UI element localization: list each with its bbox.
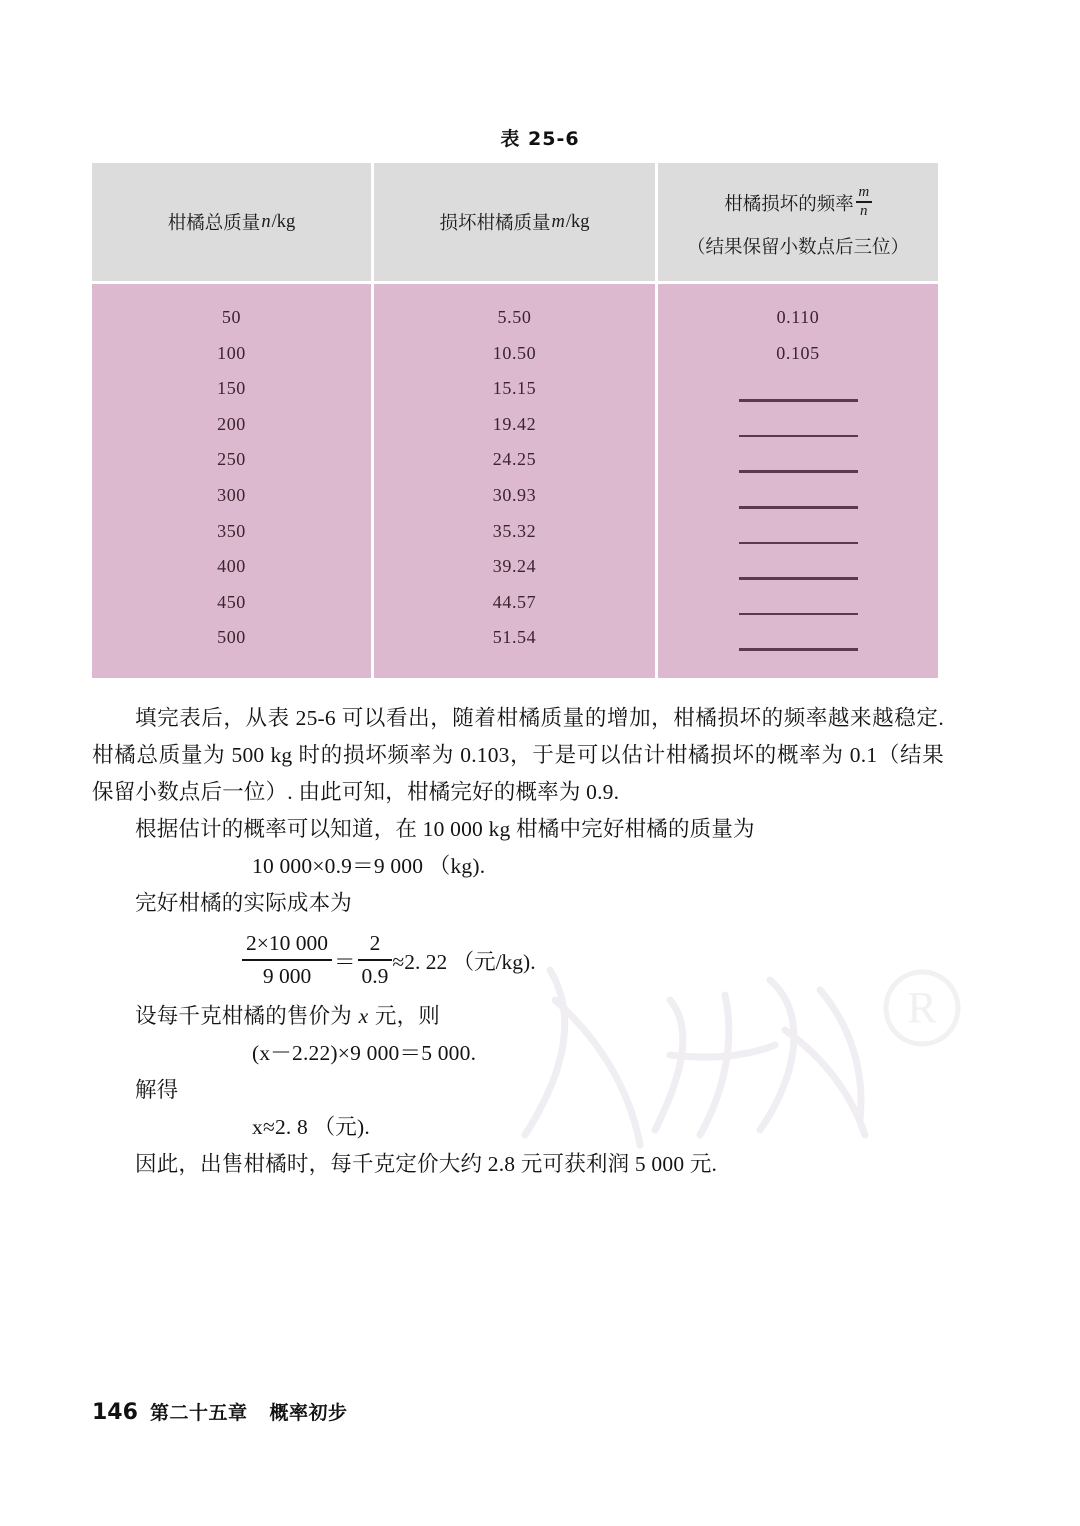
cell-n-5: 300 (217, 484, 246, 505)
fraction-denominator: n (860, 202, 868, 219)
blank-rule-icon (739, 506, 858, 509)
cell-m-6: 35.32 (492, 520, 537, 541)
cell-m-1: 10.50 (492, 342, 537, 363)
cell-freq-1: 0.105 (776, 342, 820, 363)
equation-1: 10 000×0.9＝9 000 （kg). (252, 854, 486, 878)
answer-blank-9[interactable] (658, 620, 938, 656)
cell-n-6: 350 (217, 520, 246, 541)
table-caption: 表 25-6 (500, 128, 580, 150)
paragraph-2: 根据估计的概率可以知道，在 10 000 kg 柑橘中完好柑橘的质量为 (135, 817, 755, 841)
table-header-row (92, 163, 938, 281)
answer-blank-2[interactable] (658, 371, 938, 407)
cell-m-5: 30.93 (492, 484, 537, 505)
table-header-total-mass (92, 163, 371, 281)
paragraph-4-post: 元，则 (369, 1004, 441, 1028)
fraction-m-over-n (856, 185, 872, 220)
eq2-result: ≈2. 22 （元/kg). (392, 949, 536, 974)
blank-rule-icon (739, 613, 858, 616)
cell-n-2: 150 (217, 378, 246, 399)
answer-blank-3[interactable] (658, 407, 938, 443)
fraction-simplified (358, 931, 393, 988)
blank-rule-icon (739, 648, 858, 651)
eq2-frac2-numerator: 2 (369, 931, 381, 956)
cell-m-7: 39.24 (492, 556, 537, 577)
cell-n-1: 100 (217, 342, 246, 363)
cell-m-4: 24.25 (492, 449, 537, 470)
blank-rule-icon (739, 470, 858, 473)
cell-n-3: 200 (217, 413, 246, 434)
equation-2 (92, 922, 944, 998)
cell-m-3: 19.42 (492, 413, 537, 434)
paragraph-4-variable: x (358, 1004, 369, 1028)
cell-m-8: 44.57 (492, 591, 537, 612)
page-footer (92, 1398, 347, 1425)
table-body-row (92, 284, 938, 678)
blank-rule-icon (739, 542, 858, 545)
blank-rule-icon (739, 399, 858, 402)
table-header-damaged-mass (374, 163, 655, 281)
header-col2-unit: /kg (565, 211, 590, 232)
footer-chapter-label: 第二十五章 (149, 1402, 248, 1424)
answer-blank-6[interactable] (658, 514, 938, 550)
eq2-frac1-numerator: 2×10 000 (246, 931, 329, 956)
cell-freq-0: 0.110 (776, 307, 820, 327)
cell-m-2: 15.15 (492, 378, 537, 399)
table-column-total-mass (92, 284, 371, 678)
paragraph-6: 因此，出售柑橘时，每千克定价大约 2.8 元可获利润 5 000 元. (135, 1152, 718, 1176)
cell-m-0: 5.50 (497, 307, 532, 327)
fraction-cost-expression (242, 931, 332, 988)
eq2-frac2-denominator: 0.9 (361, 964, 389, 988)
fraction-numerator: m (858, 183, 870, 200)
header-col2-var: m (551, 211, 565, 232)
blank-rule-icon (739, 435, 858, 438)
cell-n-0: 50 (221, 307, 242, 327)
table-column-frequency (658, 284, 938, 678)
equation-3: (x－2.22)×9 000＝5 000. (252, 1041, 477, 1065)
answer-blank-4[interactable] (658, 442, 938, 478)
blank-rule-icon (739, 577, 858, 580)
table-header-frequency (658, 163, 938, 281)
equation-4: x≈2. 8 （元). (252, 1115, 370, 1139)
answer-blank-5[interactable] (658, 478, 938, 514)
paragraph-3: 完好柑橘的实际成本为 (135, 891, 353, 915)
eq2-equals-sign: ＝ (334, 949, 356, 974)
paragraph-4 (92, 998, 944, 1035)
page-body (92, 700, 944, 1183)
footer-page-number: 146 (92, 1400, 138, 1425)
cell-m-9: 51.54 (492, 627, 537, 648)
eq2-frac1-bar (242, 959, 332, 961)
paragraph-5: 解得 (135, 1078, 179, 1102)
header-col1-label: 柑橘总质量 (167, 214, 261, 234)
header-col3-label: 柑橘损坏的频率 (724, 195, 854, 215)
paragraph-1: 填完表后，从表 25-6 可以看出，随着柑橘质量的增加，柑橘损坏的频率越来越稳定. 柑橘总质量为 500 kg 时的损坏频率为 0.103，于是可以估计柑橘损坏的概率为 0.1（结果保留小数点后一位）. 由此可知，柑橘完好的概率为 0.9. (92, 706, 944, 804)
cell-n-8: 450 (217, 591, 246, 612)
eq2-frac2-bar (358, 959, 393, 961)
frequency-table (92, 163, 938, 678)
svg-text:R: R (907, 983, 937, 1032)
cell-n-4: 250 (217, 449, 246, 470)
eq2-frac1-denominator: 9 000 (262, 964, 312, 988)
table-column-damaged-mass (374, 284, 655, 678)
cell-n-9: 500 (217, 627, 246, 648)
answer-blank-7[interactable] (658, 549, 938, 585)
header-col2-label: 损坏柑橘质量 (439, 214, 551, 234)
footer-chapter-title: 概率初步 (269, 1402, 348, 1424)
answer-blank-8[interactable] (658, 585, 938, 621)
header-col3-note: （结果保留小数点后三位） (686, 237, 909, 258)
header-col1-unit: /kg (271, 211, 296, 232)
header-col1-var: n (261, 211, 271, 232)
cell-n-7: 400 (217, 556, 246, 577)
paragraph-4-pre: 设每千克柑橘的售价为 (135, 1004, 358, 1028)
